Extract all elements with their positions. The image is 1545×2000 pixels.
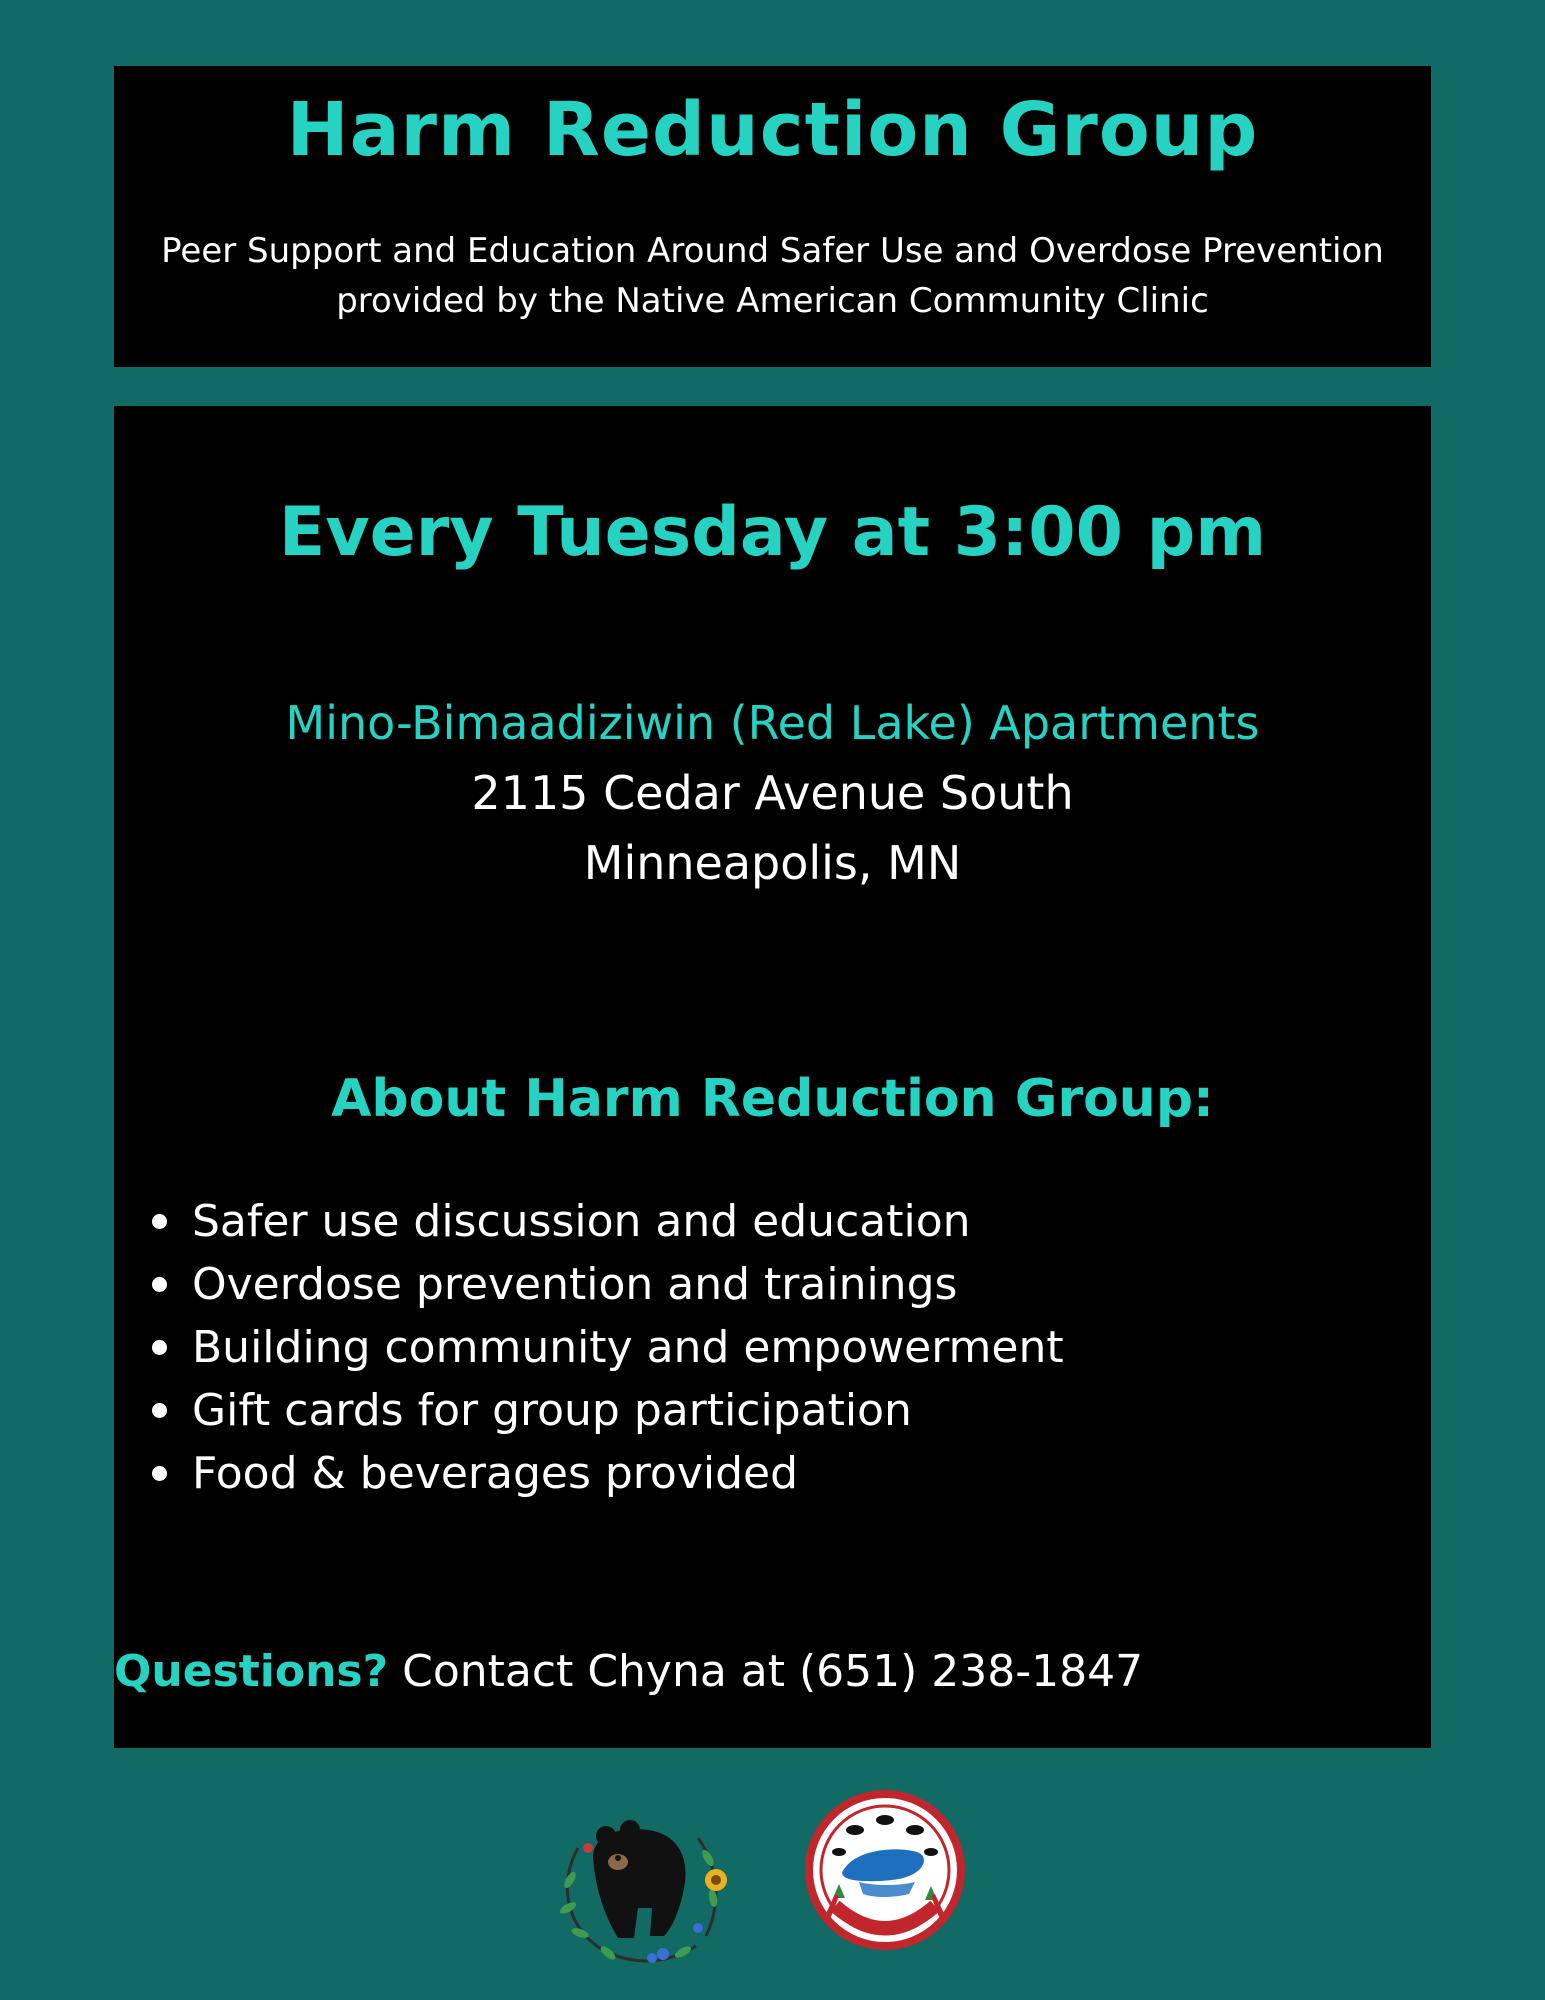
page-title: Harm Reduction Group (286, 87, 1259, 173)
red-lake-nation-seal-icon (805, 1790, 965, 1950)
list-item (144, 1442, 1064, 1505)
subtitle-line-1: Peer Support and Education Around Safer Use and Overdose Prevention (161, 231, 1384, 271)
address-line-2: Minneapolis, MN (583, 836, 962, 890)
main-panel (114, 406, 1431, 1748)
red-lake-nation-logo (805, 1790, 965, 1950)
subtitle-line-2: provided by the Native American Community Clinic (336, 281, 1209, 321)
bear-wreath-icon (548, 1788, 738, 1968)
bullet-icon (152, 1214, 167, 1229)
address-line-1: 2115 Cedar Avenue South (471, 766, 1074, 820)
bullet-icon (152, 1403, 167, 1418)
page-subtitle (114, 226, 1431, 326)
list-item-text: Gift cards for group participation (192, 1385, 912, 1436)
contact-line (114, 1646, 1143, 1699)
bullet-icon (152, 1277, 167, 1292)
list-item-text: Food & beverages provided (192, 1448, 799, 1499)
list-item (144, 1316, 1064, 1379)
header-panel (114, 66, 1431, 367)
schedule-heading: Every Tuesday at 3:00 pm (278, 493, 1267, 572)
list-item-text: Overdose prevention and trainings (192, 1259, 958, 1310)
contact-label: Questions? (114, 1646, 389, 1697)
list-item (144, 1253, 1064, 1316)
list-item-text: Safer use discussion and education (192, 1196, 971, 1247)
nacc-logo (548, 1788, 738, 1968)
list-item-text: Building community and empowerment (192, 1322, 1064, 1373)
bullet-icon (152, 1466, 167, 1481)
venue-name: Mino-Bimaadiziwin (Red Lake) Apartments (285, 696, 1260, 750)
about-list (144, 1190, 1064, 1505)
list-item (144, 1379, 1064, 1442)
list-item (144, 1190, 1064, 1253)
contact-text: Contact Chyna at (651) 238-1847 (402, 1646, 1144, 1697)
bullet-icon (152, 1340, 167, 1355)
about-heading: About Harm Reduction Group: (331, 1069, 1214, 1129)
